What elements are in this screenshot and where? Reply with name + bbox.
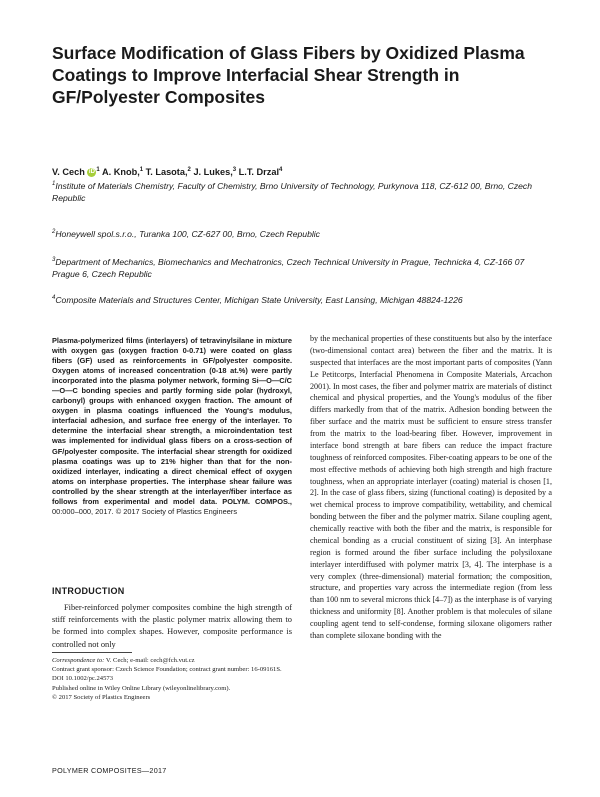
author-affiliation-marker: 1 [96, 167, 100, 173]
author-list [52, 167, 562, 177]
footnote-divider [52, 652, 132, 653]
intro-paragraph-right: by the mechanical properties of these constituents but also by the interface (two-dimensional contact area) between the fiber and the matrix. It is suspected that interfaces are the most important parts of composites (Yann Le Petitcorps, Interfacial Phenomena in Composite Materials, Arcachon 2001). In most cases, the fiber and polymer matrix are materials of distinct chemical and physical properties, and the Young's modulus of the fiber differs markedly from that of the matrix. Adhesion bonding between the fiber surface and the matrix must be sufficient to ensure stress transfer from the matrix to the load-bearing fiber. However, improvement in interface bond strength at bare fibers can reduce the impact fracture toughness of reinforced composites. Fiber-coating appears to be one of the most effective methods of achieving both high strength and high fracture toughness, when an appropriate interlayer (coating) material is chosen [1, 2]. In the case of glass fibers, sizing (functional coating) is deposited by a wet chemical process to improve compatibility, wettability, and chemical bonding between the fiber and the polymer matrix. Silane coupling agent, chemically reactive with both the fiber and the matrix, is responsible for chemical bonding as a crucial constituent of sizing [3]. An interphase region is formed around the fiber surface including the polysiloxane interlayer interdiffused with polymer matrix [3, 4]. The interphase is a very complex (three-dimensional) material formation; the composition, structure, and properties vary across the intermediate region (from less than 100 nm to several microns thick [4–7]) as the interphase is of varying thickness and uniformity [8]. Another problem is that molecules of silane coupling agent tend to self-condense, forming siloxane oligomers rather than complete siloxane bonding with the [310, 334, 552, 640]
affiliation-number: 2 [52, 229, 56, 235]
author-affiliation-marker: 3 [232, 167, 237, 173]
footnote-published: Published online in Wiley Online Library (wileyonlinelibrary.com). [52, 684, 231, 692]
author-name: A. Knob, [101, 167, 140, 178]
intro-paragraph-left: Fiber-reinforced polymer composites combine the high strength of stiff reinforcements with the plastic polymer matrix allowing them to be formed into complex shapes. However, composite performance is controlled not only [52, 603, 292, 649]
affiliation-number: 3 [52, 257, 56, 263]
running-footer: POLYMER COMPOSITES—2017 [52, 766, 167, 775]
footnotes [52, 656, 292, 702]
article-title: Surface Modification of Glass Fibers by Oxidized Plasma Coatings to Improve Interfacial Shear Strength in GF/Polyester Composites [52, 43, 525, 107]
abstract [52, 336, 292, 517]
author-name: V. Cech [52, 167, 85, 178]
author-affiliation-marker: 1 [139, 167, 144, 173]
author-name: J. Lukes, [193, 167, 233, 178]
affiliation [52, 178, 552, 205]
section-heading-introduction: INTRODUCTION [52, 586, 125, 596]
author-affiliation-marker: 4 [279, 167, 283, 173]
affiliation-text: Honeywell spol.s.r.o., Turanka 100, CZ-627 00, Brno, Czech Republic [55, 228, 320, 239]
abstract-body: Plasma-polymerized films (interlayers) of tetravinylsilane in mixture with oxygen gas (oxygen fraction 0-0.71) were coated on glass fibers (GF) used as reinforcements in GF/polyester composite. Oxygen atoms of increased concentration (0-18 at.%) were partly incorporated into the plasma polymer network, forming Si—O—C/C—O—C bonding species and partly forming side polar (hydroxyl, carbonyl) groups with enhanced oxygen fraction. The amount of oxygen in plasma coatings influenced the Young's modulus, interfacial adhesion, and surface free energy of the interlayer. To determine the interfacial shear strength, a microindentation test was implemented for individual glass fibers on a cross-section of GF/polyester composite. The interfacial shear strength for oxidized plasma coatings was up to 21% higher than that for the non-oxidized interlayer, indicating a direct chemical effect of oxygen atoms on interphase properties. The interphase shear failure was controlled by the shear strength at the interlayer/fiber interface as follows from experimental and model data. POLYM. COMPOS., [52, 336, 292, 506]
footnote-doi[interactable]: DOI 10.1002/pc.24573 [52, 675, 113, 683]
affiliation-number: 4 [52, 295, 56, 301]
abstract-citation: 00:000–000, 2017. [52, 506, 114, 516]
abstract-copyright: © 2017 Society of Plastics Engineers [115, 506, 238, 516]
affiliation [52, 254, 552, 281]
footnote-correspondence [52, 656, 292, 665]
correspondence-label: Correspondence to: [52, 657, 105, 664]
author-affiliation-marker: 2 [187, 167, 191, 173]
footnote-grant: Contract grant sponsor: Czech Science Foundation; contract grant number: 16-09161S. [52, 666, 282, 674]
affiliation-text: Composite Materials and Structures Center, Michigan State University, East Lansing, Michigan 48824-1226 [55, 294, 463, 305]
footnote-copyright: © 2017 Society of Plastics Engineers [52, 693, 151, 701]
orcid-icon[interactable]: iD [88, 169, 95, 176]
author-name: T. Lasota, [145, 167, 188, 178]
affiliation [52, 226, 552, 240]
affiliation-number: 1 [52, 181, 56, 187]
author-name: L.T. Drzal [238, 167, 280, 178]
affiliation-text: Institute of Materials Chemistry, Faculty of Chemistry, Brno University of Technology, Purkynova 118, CZ-612 00, Brno, Czech Republic [52, 180, 533, 204]
affiliation [52, 292, 552, 306]
affiliation-text: Department of Mechanics, Biomechanics and Mechatronics, Czech Technical University in Prague, Technicka 4, CZ-166 07 Prague 6, Czech Republic [52, 256, 525, 280]
correspondence-email[interactable]: V. Cech; e-mail: cech@fch.vut.cz [105, 657, 195, 664]
